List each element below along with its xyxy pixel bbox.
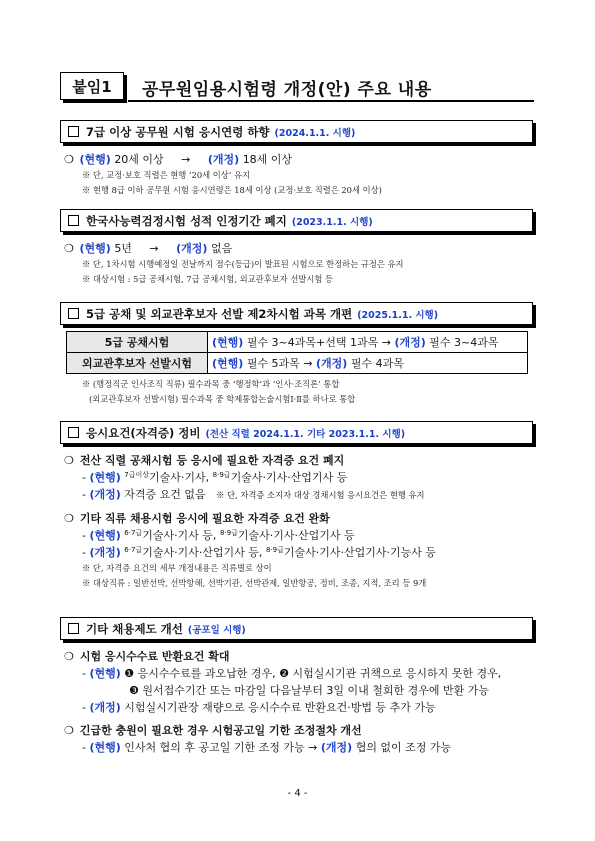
- section-korean-history: [60, 209, 533, 287]
- current-line: - (현행) ❶ 응시수수료를 과오납한 경우, ❷ 시험실시기관 귀책으로 응시하지 못한 경우,: [82, 667, 502, 680]
- arrow-icon: →: [181, 153, 191, 166]
- table-row: [67, 332, 528, 353]
- current-value: 5년: [114, 242, 132, 255]
- section-title: 한국사능력검정시험 성적 인정기간 폐지: [86, 213, 287, 228]
- section-date: (2023.1.1. 시행): [291, 216, 373, 228]
- checkbox-square-icon: [68, 215, 79, 226]
- section-title: 7급 이상 공무원 시험 응시연령 하향: [86, 124, 270, 139]
- section-heading: [60, 421, 533, 444]
- circle-bullet-icon: ❍: [64, 454, 74, 467]
- checkbox-square-icon: [68, 126, 79, 137]
- arrow-icon: →: [381, 336, 391, 349]
- current-line-cont: ❸ 원서접수기간 또는 마감일 다음날부터 3일 이내 철회한 경우에 반환 가능: [129, 684, 489, 697]
- row-label: 외교관후보자 선발시험: [67, 353, 208, 374]
- circle-bullet-icon: ❍: [64, 242, 74, 255]
- circle-bullet-icon: ❍: [64, 724, 74, 737]
- revised-value: 없음: [210, 242, 233, 255]
- arrow-icon: →: [149, 242, 159, 255]
- section-qualifications: [60, 421, 533, 591]
- section-heading: [60, 120, 533, 143]
- note: ※ 대상시험 : 5급 공채시험, 7급 공채시험, 외교관후보자 선발시험 등: [82, 274, 334, 284]
- document-header: [60, 72, 534, 102]
- arrow-icon: →: [308, 741, 318, 754]
- table-row: [67, 353, 528, 374]
- section-heading: [60, 617, 533, 640]
- circle-bullet-icon: ❍: [64, 650, 74, 663]
- section-date: (2025.1.1. 시행): [357, 309, 439, 321]
- revised-label: (개정): [176, 242, 208, 255]
- change-line: [60, 151, 533, 168]
- checkbox-square-icon: [68, 427, 79, 438]
- note: ※ (행정직군 인사조직 직류) 필수과목 중 ‘행정학’과 ‘인사·조직론’ 통합: [82, 379, 340, 389]
- revised-line: - (개정) $^{6\cdot 7급}$기술사·기사·산업기사 등, $^{8\cdot 9급}$기술사·기사·산업기사·기능사 등: [82, 546, 436, 559]
- current-value: 20세 이상: [114, 153, 164, 166]
- row-content: (현행) 필수 3~4과목+선택 1과목 → (개정) 필수 3~4과목: [208, 332, 528, 353]
- change-line: - (현행) 인사처 협의 후 공고일 기한 조정 가능 → (개정) 협의 없이 조정 가능: [82, 741, 452, 754]
- circle-bullet-icon: ❍: [64, 153, 74, 166]
- note: ※ 단, 자격증 요건의 세부 개정내용은 직류별로 상이: [82, 563, 272, 573]
- revised-line: - (개정) 시험실시기관장 재량으로 응시수수료 반환요건·방법 등 추가 가능: [82, 701, 436, 714]
- revised-value: 18세 이상: [242, 153, 293, 166]
- section-other-improvements: [60, 617, 533, 756]
- section-date: (공포일 시행): [187, 624, 246, 636]
- section-heading: [60, 302, 533, 325]
- section-heading: [60, 209, 533, 232]
- section-title: 5급 공채 및 외교관후보자 선발 제2차시험 과목 개편: [86, 306, 353, 321]
- checkbox-square-icon: [68, 308, 79, 319]
- section-date: (전산 직렬 2024.1.1. 기타 2023.1.1. 시행): [205, 428, 406, 440]
- note: ※ 단, 교정·보호 직렬은 현행 ‘20세 이상’ 유지: [82, 170, 251, 180]
- revised-label: (개정): [207, 153, 240, 166]
- row-content: (현행) 필수 5과목 → (개정) 필수 4과목: [208, 353, 528, 374]
- subject-table: [66, 331, 528, 374]
- page-number: - 4 -: [287, 788, 308, 799]
- section-age-limit: [60, 120, 533, 198]
- item-heading: ❍ 전산 직렬 공채시험 등 응시에 필요한 자격증 요건 폐지: [64, 454, 345, 467]
- note: ※ 대상직류 : 일반선박, 선박항해, 선박기관, 선박관제, 일반항공, 정비, 조종, 지적, 조리 등 9개: [82, 578, 427, 588]
- current-label: (현행): [79, 242, 111, 255]
- note: (외교관후보자 선발시험) 필수과목 중 학제통합논술시험Ⅰ·Ⅱ를 하나로 통합: [89, 394, 356, 404]
- revised-line: - (개정) 자격증 요건 없음 ※ 단, 자격증 소지자 대상 경채시험 응시요건은 현행 유지: [82, 488, 425, 501]
- current-line: - (현행) $^{6\cdot 7급}$기술사·기사 등, $^{8\cdot 9급}$기술사·기사·산업기사 등: [82, 529, 355, 542]
- section-title: 응시요건(자격증) 정비: [86, 425, 201, 440]
- section-title: 기타 채용제도 개선: [86, 621, 183, 636]
- attachment-tag: 붙임1: [60, 72, 124, 100]
- current-label: (현행): [79, 153, 111, 166]
- item-heading: ❍ 긴급한 충원이 필요한 경우 시험공고일 기한 조정절차 개선: [64, 724, 362, 737]
- note: ※ 단, 1차시험 시행예정일 전날까지 점수(등급)이 발표된 시험으로 한정하는 규정은 유지: [82, 259, 404, 269]
- arrow-icon: →: [303, 357, 313, 370]
- title-underline: [128, 100, 534, 102]
- note: ※ 현행 8급 이하 공무원 시험 응시연령은 18세 이상 (교정·보호 직렬은 20세 이상): [82, 185, 382, 195]
- item-heading: ❍ 기타 직류 채용시험 응시에 필요한 자격증 요건 완화: [64, 512, 330, 525]
- change-line: [60, 240, 533, 257]
- item-heading: ❍ 시험 응시수수료 반환요건 확대: [64, 650, 230, 663]
- row-label: 5급 공채시험: [67, 332, 208, 353]
- section-date: (2024.1.1. 시행): [274, 127, 356, 139]
- circle-bullet-icon: ❍: [64, 512, 74, 525]
- page-title: 공무원임용시험령 개정(안) 주요 내용: [142, 80, 432, 100]
- checkbox-square-icon: [68, 623, 79, 634]
- section-subject-reform: [60, 302, 533, 407]
- current-line: - (현행) $^{7급이상}$기술사·기사, $^{8\cdot 9급}$기술사·기사·산업기사 등: [82, 471, 348, 484]
